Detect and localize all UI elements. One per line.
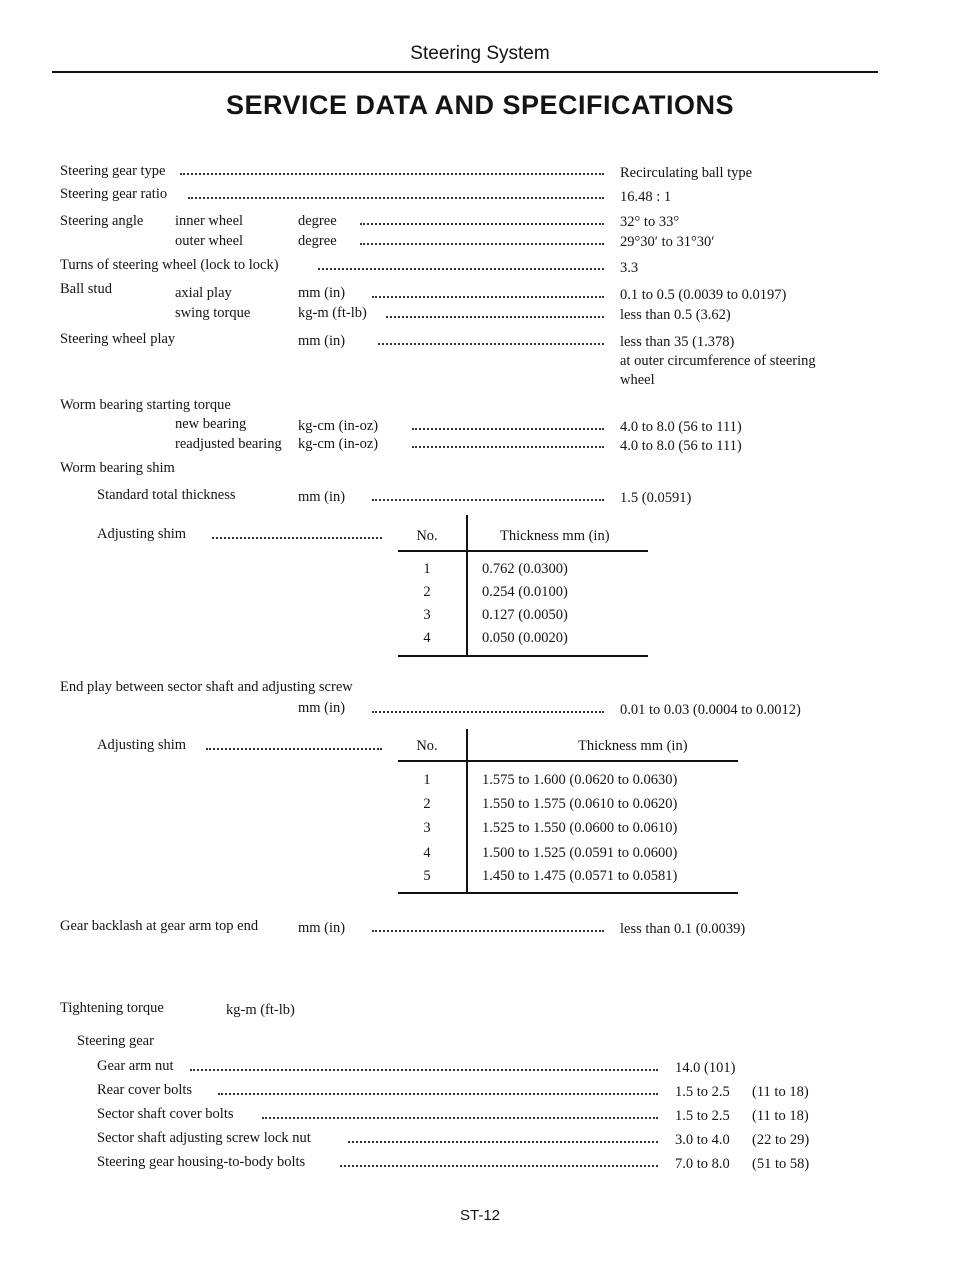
torque-item-value: 7.0 to 8.0	[675, 1156, 730, 1172]
table-row-no: 3	[423, 607, 431, 623]
torque-item-value: 1.5 to 2.5	[675, 1084, 730, 1100]
torque-item-ftlb: (11 to 18)	[752, 1108, 809, 1124]
new-bearing-label: new bearing	[175, 416, 247, 432]
table-row-no: 1	[423, 772, 431, 788]
end-play-unit: mm (in)	[298, 700, 346, 716]
end-play-label: End play between sector shaft and adjusting screw	[60, 679, 353, 695]
header-rule	[52, 71, 878, 73]
table-row-no: 4	[423, 845, 431, 861]
table-row-no: 5	[423, 868, 431, 884]
leader-dots	[360, 243, 604, 245]
leader-dots	[212, 537, 382, 539]
leader-dots	[206, 748, 382, 750]
new-bearing-unit: kg-cm (in-oz)	[298, 418, 379, 434]
leader-dots	[218, 1093, 658, 1095]
adjusting-shim-label: Adjusting shim	[97, 526, 187, 542]
wheel-play-note: at outer circumference of steering	[620, 353, 816, 369]
torque-item-label: Gear arm nut	[97, 1058, 174, 1074]
table-header-rule	[398, 550, 648, 552]
table-row-no: 4	[423, 630, 431, 646]
turns-label: Turns of steering wheel (lock to lock)	[60, 257, 279, 273]
table-header-rule	[398, 760, 738, 762]
readjusted-bearing-unit: kg-cm (in-oz)	[298, 436, 379, 452]
table-row-no: 2	[423, 584, 431, 600]
table-row-value: 0.762 (0.0300)	[482, 561, 568, 577]
wheel-play-value: less than 35 (1.378)	[620, 334, 735, 350]
torque-item-ftlb: (22 to 29)	[752, 1132, 810, 1148]
gear-ratio-value: 16.48 : 1	[620, 189, 672, 205]
table-bottom-rule	[398, 655, 648, 657]
leader-dots	[360, 223, 604, 225]
torque-item-ftlb: (51 to 58)	[752, 1156, 810, 1172]
wheel-play-unit: mm (in)	[298, 333, 346, 349]
table-divider	[466, 515, 468, 655]
wheel-play-label: Steering wheel play	[60, 331, 176, 347]
torque-item-value: 3.0 to 4.0	[675, 1132, 730, 1148]
table-row-no: 1	[423, 561, 431, 577]
backlash-value: less than 0.1 (0.0039)	[620, 921, 746, 937]
leader-dots	[378, 343, 604, 345]
table-divider	[466, 729, 468, 892]
leader-dots	[348, 1141, 658, 1143]
torque-item-value: 14.0 (101)	[675, 1060, 736, 1076]
table-row-value: 0.127 (0.0050)	[482, 607, 568, 623]
worm-torque-label: Worm bearing starting torque	[60, 397, 231, 413]
inner-wheel-value: 32° to 33°	[620, 214, 680, 230]
table-row-value: 1.450 to 1.475 (0.0571 to 0.0581)	[482, 868, 678, 884]
torque-item-label: Sector shaft cover bolts	[97, 1106, 234, 1122]
leader-dots	[318, 268, 604, 270]
leader-dots	[180, 173, 604, 175]
leader-dots	[372, 499, 604, 501]
leader-dots	[262, 1117, 658, 1119]
swing-torque-value: less than 0.5 (3.62)	[620, 307, 731, 323]
table-row-value: 1.500 to 1.525 (0.0591 to 0.0600)	[482, 845, 678, 861]
backlash-label: Gear backlash at gear arm top end	[60, 918, 259, 934]
table-bottom-rule	[398, 892, 738, 894]
new-bearing-value: 4.0 to 8.0 (56 to 111)	[620, 419, 742, 435]
section-title: Steering System	[410, 43, 550, 64]
table-row-value: 0.254 (0.0100)	[482, 584, 568, 600]
torque-item-label: Sector shaft adjusting screw lock nut	[97, 1130, 311, 1146]
axial-play-value: 0.1 to 0.5 (0.0039 to 0.0197)	[620, 287, 787, 303]
table-row-value: 1.550 to 1.575 (0.0610 to 0.0620)	[482, 796, 678, 812]
axial-play-label: axial play	[175, 285, 232, 301]
gear-type-value: Recirculating ball type	[620, 165, 753, 181]
torque-item-ftlb: (11 to 18)	[752, 1084, 809, 1100]
steering-gear-group: Steering gear	[77, 1033, 154, 1049]
swing-torque-unit: kg-m (ft-lb)	[298, 305, 367, 321]
gear-type-label: Steering gear type	[60, 163, 166, 179]
torque-item-label: Steering gear housing-to-body bolts	[97, 1154, 306, 1170]
end-play-value: 0.01 to 0.03 (0.0004 to 0.0012)	[620, 702, 801, 718]
readjusted-bearing-label: readjusted bearing	[175, 436, 282, 452]
gear-ratio-label: Steering gear ratio	[60, 186, 168, 202]
torque-item-label: Rear cover bolts	[97, 1082, 193, 1098]
steering-angle-label: Steering angle	[60, 213, 144, 229]
wheel-play-note: wheel	[620, 372, 655, 388]
leader-dots	[372, 711, 604, 713]
table-row-value: 1.575 to 1.600 (0.0620 to 0.0630)	[482, 772, 678, 788]
page-number: ST-12	[459, 1207, 501, 1224]
ball-stud-label: Ball stud	[60, 281, 112, 297]
inner-wheel-unit: degree	[298, 213, 337, 229]
leader-dots	[340, 1165, 658, 1167]
leader-dots	[386, 316, 604, 318]
leader-dots	[372, 930, 604, 932]
column-header-thickness: Thickness mm (in)	[578, 738, 688, 754]
tightening-torque-label: Tightening torque	[60, 1000, 164, 1016]
inner-wheel-label: inner wheel	[175, 213, 244, 229]
column-header-no: No.	[416, 528, 438, 544]
torque-item-value: 1.5 to 2.5	[675, 1108, 730, 1124]
standard-thickness-value: 1.5 (0.0591)	[620, 490, 692, 506]
table-row-value: 1.525 to 1.550 (0.0600 to 0.0610)	[482, 820, 678, 836]
leader-dots	[188, 197, 604, 199]
table-row-value: 0.050 (0.0020)	[482, 630, 568, 646]
backlash-unit: mm (in)	[298, 920, 346, 936]
leader-dots	[190, 1069, 658, 1071]
column-header-thickness: Thickness mm (in)	[500, 528, 610, 544]
adjusting-shim-label: Adjusting shim	[97, 737, 187, 753]
swing-torque-label: swing torque	[175, 305, 251, 321]
column-header-no: No.	[416, 738, 438, 754]
worm-shim-label: Worm bearing shim	[60, 460, 175, 476]
leader-dots	[372, 296, 604, 298]
readjusted-bearing-value: 4.0 to 8.0 (56 to 111)	[620, 438, 742, 454]
tightening-torque-unit: kg-m (ft-lb)	[226, 1002, 295, 1018]
axial-play-unit: mm (in)	[298, 285, 346, 301]
page-title: SERVICE DATA AND SPECIFICATIONS	[225, 90, 735, 120]
table-row-no: 3	[423, 820, 431, 836]
outer-wheel-unit: degree	[298, 233, 337, 249]
outer-wheel-value: 29°30′ to 31°30′	[620, 234, 715, 250]
leader-dots	[412, 446, 604, 448]
turns-value: 3.3	[620, 260, 639, 276]
standard-thickness-unit: mm (in)	[298, 489, 346, 505]
leader-dots	[412, 428, 604, 430]
outer-wheel-label: outer wheel	[175, 233, 244, 249]
table-row-no: 2	[423, 796, 431, 812]
standard-thickness-label: Standard total thickness	[97, 487, 236, 503]
